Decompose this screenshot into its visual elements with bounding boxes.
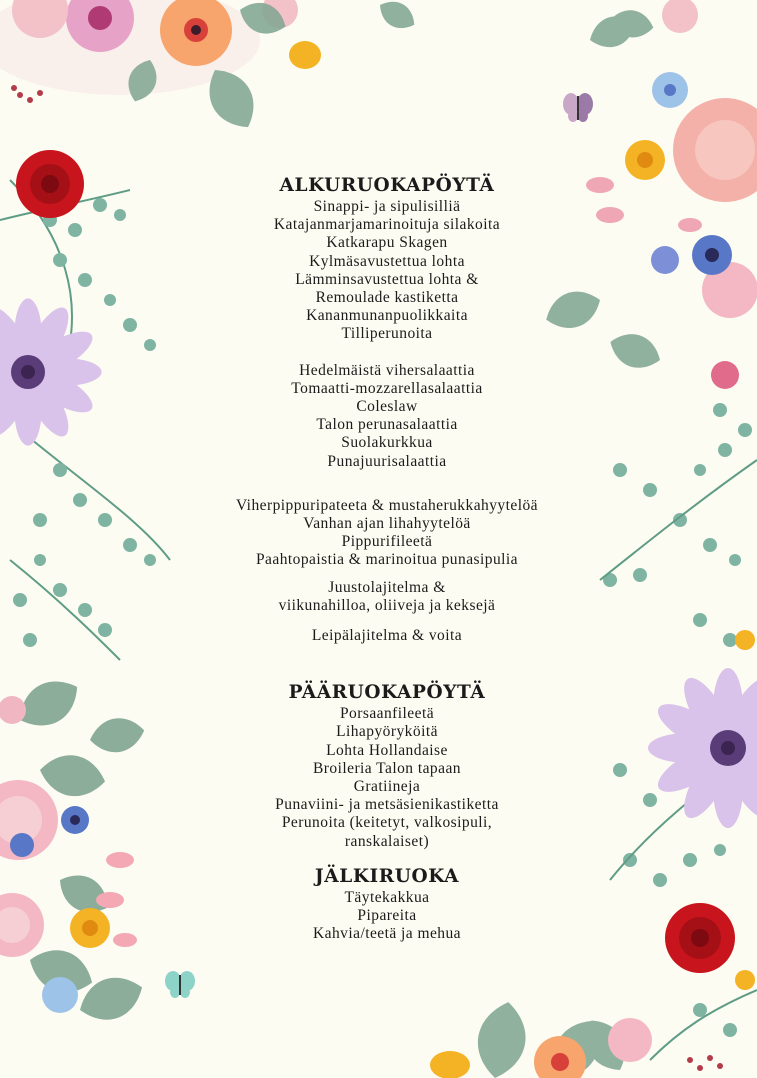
menu-item: Kahvia/teetä ja mehua — [312, 925, 462, 943]
menu-item: Talon perunasalaattia — [316, 416, 458, 434]
dessert-title: JÄLKIRUOKA — [314, 865, 460, 887]
menu-item: Tomaatti-mozzarellasalaattia — [291, 379, 483, 397]
menu-item: Remoulade kastiketta — [315, 289, 459, 307]
starters-group-3 — [200, 497, 574, 570]
left-flowers — [0, 150, 195, 1029]
menu-item: Porsaanfileetä — [339, 705, 435, 723]
menu-item: Punaviini- ja metsäsienikastiketta — [275, 796, 499, 814]
menu-item: Gratiineja — [353, 778, 421, 796]
menu-item: Tilliperunoita — [341, 325, 433, 343]
menu-item: viikunahilloa, oliiveja ja keksejä — [278, 596, 496, 614]
menu-item: Punajuurisalaattia — [327, 452, 447, 470]
menu-item: Hedelmäistä vihersalaattia — [299, 361, 475, 379]
rose-icon — [665, 903, 735, 973]
bottom-flowers — [430, 998, 723, 1078]
menu-item: Paahtopaistia & marinoitua punasipulia — [255, 551, 519, 569]
menu-item: Broileria Talon tapaan — [313, 759, 461, 777]
menu-item: Katkarapu Skagen — [326, 234, 448, 252]
menu — [200, 174, 574, 944]
starters-group-1 — [200, 198, 574, 344]
menu-item: Vanhan ajan lihahyytelöä — [303, 515, 471, 533]
menu-item: Pipareita — [357, 907, 417, 925]
menu-item: Lihapyöryköitä — [336, 723, 438, 741]
starters-title: ALKURUOKAPÖYTÄ — [279, 175, 495, 196]
menu-item: Lohta Hollandaise — [326, 741, 448, 759]
menu-item: Suolakurkkua — [341, 434, 433, 452]
menu-item: Leipälajitelma & voita — [311, 627, 463, 645]
butterfly-icon — [563, 93, 593, 122]
menu-item: Perunoita (keitetyt, valkosipuli, — [281, 814, 493, 832]
top-left-flowers — [0, 0, 420, 137]
menu-item: Viherpippuripateeta & mustaherukkahyytelöä — [235, 496, 539, 514]
flower-icon — [66, 0, 134, 52]
dessert-list — [200, 889, 574, 944]
starters-group-5 — [200, 627, 574, 645]
menu-item: Lämminsavustettua lohta & — [295, 270, 479, 288]
daisy-icon — [0, 298, 102, 445]
menu-item: Coleslaw — [356, 398, 418, 416]
starters-group-4 — [200, 579, 574, 615]
menu-item: Juustolajitelma & — [328, 578, 446, 596]
menu-item: Täytekakkua — [344, 888, 430, 906]
menu-item: Katajanmarjamarinoituja silakoita — [273, 216, 501, 234]
daisy-icon — [648, 668, 757, 828]
mains-list — [200, 705, 574, 851]
menu-item: ranskalaiset) — [344, 832, 430, 850]
flower-icon — [160, 0, 232, 66]
menu-item: Kylmäsavustettua lohta — [309, 252, 465, 270]
mains-title: PÄÄRUOKAPÖYTÄ — [288, 682, 486, 704]
menu-item: Sinappi- ja sipulisilliä — [313, 198, 461, 215]
rose-icon — [16, 150, 84, 218]
starters-group-2 — [200, 362, 574, 471]
butterfly-icon — [165, 971, 195, 998]
menu-item: Pippurifileetä — [341, 533, 433, 551]
menu-item: Kananmunanpuolikkaita — [306, 307, 468, 325]
